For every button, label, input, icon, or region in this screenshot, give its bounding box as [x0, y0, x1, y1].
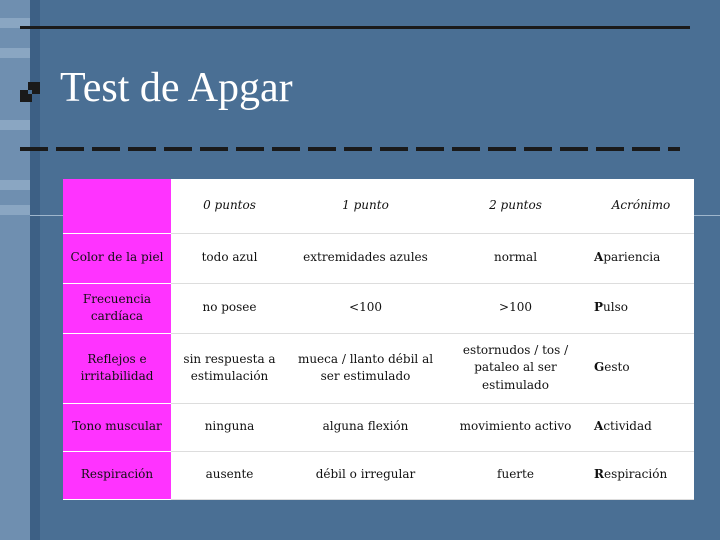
table-cell: <100: [288, 283, 443, 333]
table-cell: mueca / llanto débil al ser estimulado: [288, 333, 443, 403]
left-decor-column: [0, 0, 30, 540]
header-cell: 0 puntos: [171, 179, 288, 233]
acronym-initial: R: [594, 467, 604, 482]
table-cell: ausente: [171, 451, 288, 499]
table-cell: débil o irregular: [288, 451, 443, 499]
table-row: [63, 333, 694, 403]
acronym-initial: G: [594, 360, 605, 375]
acronym-rest: espiración: [603, 467, 668, 482]
acronym-rest: ctividad: [603, 419, 652, 434]
table-cell: sin respuesta a estimulación: [171, 333, 288, 403]
table-cell: >100: [443, 283, 588, 333]
slide-title: Test de Apgar: [60, 65, 293, 111]
row-label: Color de la piel: [63, 233, 171, 283]
decor-stripe: [0, 180, 30, 190]
table-cell: movimiento activo: [443, 403, 588, 451]
acronym-initial: A: [594, 250, 604, 265]
acronym-rest: esto: [604, 360, 630, 375]
row-label: Frecuencia cardíaca: [63, 283, 171, 333]
acronym-rest: pariencia: [603, 250, 661, 265]
table-cell: ninguna: [171, 403, 288, 451]
header-cell: 2 puntos: [443, 179, 588, 233]
table-cell: no posee: [171, 283, 288, 333]
table-cell: alguna flexión: [288, 403, 443, 451]
row-label: Respiración: [63, 451, 171, 499]
table-cell: fuerte: [443, 451, 588, 499]
table-row: [63, 233, 694, 283]
apgar-table: [63, 179, 694, 500]
table-row: [63, 451, 694, 499]
acronym-cell: [588, 403, 694, 451]
acronym-cell: [588, 333, 694, 403]
table-row: [63, 283, 694, 333]
acronym-rest: ulso: [603, 300, 628, 315]
acronym-cell: [588, 233, 694, 283]
acronym-initial: A: [594, 419, 604, 434]
row-label: Reflejos e irritabilidad: [63, 333, 171, 403]
decor-stripe: [0, 205, 30, 215]
decor-stripe: [0, 48, 30, 58]
decor-stripe: [0, 120, 30, 130]
acronym-cell: [588, 451, 694, 499]
header-cell: 1 punto: [288, 179, 443, 233]
acronym-initial: P: [594, 300, 604, 315]
title-underline-dashed: [20, 147, 680, 151]
row-label: Tono muscular: [63, 403, 171, 451]
square-bullet-icon: [20, 82, 40, 102]
table-cell: todo azul: [171, 233, 288, 283]
table-cell: estornudos / tos / pataleo al ser estimulado: [443, 333, 588, 403]
top-rule: [20, 26, 690, 29]
table-header-row: [63, 179, 694, 233]
header-cell: Acrónimo: [588, 179, 694, 233]
left-decor-strip: [30, 0, 40, 540]
table-row: [63, 403, 694, 451]
header-corner-cell: [63, 179, 171, 233]
acronym-cell: [588, 283, 694, 333]
table-cell: normal: [443, 233, 588, 283]
table-cell: extremidades azules: [288, 233, 443, 283]
